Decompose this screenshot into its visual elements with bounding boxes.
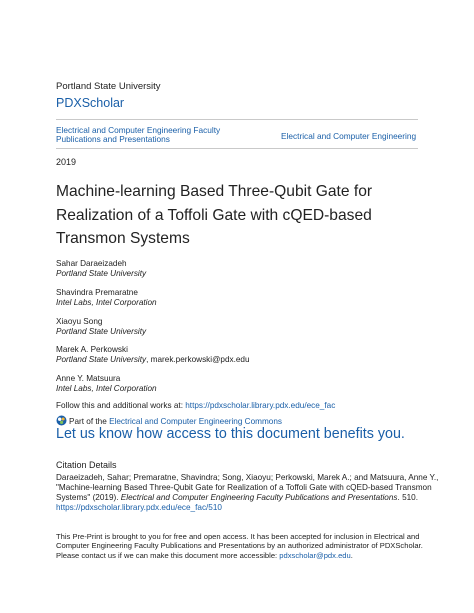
citation-line-3-suffix: . 510. — [397, 493, 419, 502]
author-block — [56, 288, 157, 308]
citation-journal: Electrical and Computer Engineering Faculty Publications and Presentations — [120, 493, 398, 502]
follow-prefix: Follow this and additional works at: — [56, 401, 186, 410]
citation-line-2: "Machine-learning Based Three-Qubit Gate for Realization of a Toffoli Gate with cQED-based Transmon — [56, 483, 432, 492]
access-line-3-prefix: Please contact us if we can make this document more accessible: — [56, 550, 280, 560]
collection-line-1: Electrical and Computer Engineering Faculty — [56, 125, 221, 135]
divider-top — [56, 119, 418, 120]
author-affiliation-line — [56, 355, 250, 365]
author-name: Sahar Daraeizadeh — [56, 259, 127, 268]
access-line-3-suffix: . — [350, 550, 353, 560]
follow-line — [56, 401, 335, 411]
author-affiliation: Intel Labs, Intel Corporation — [56, 384, 157, 393]
title-line-1: Machine-learning Based Three-Qubit Gate for — [56, 183, 373, 200]
title-line-2: Realization of a Toffoli Gate with cQED-based — [56, 206, 372, 224]
collection-line-2: Publications and Presentations — [56, 134, 170, 144]
publication-year: 2019 — [56, 157, 77, 167]
author-block — [56, 317, 146, 337]
collection-link[interactable] — [56, 126, 220, 144]
access-line-1: This Pre-Print is brought to you for free and open access. It has been accepted for inclusion in Electrical and — [56, 532, 420, 541]
document-title — [56, 180, 372, 251]
citation-line-3 — [56, 493, 438, 503]
title-line-3: Transmon Systems — [56, 230, 190, 247]
author-block — [56, 259, 146, 279]
author-block — [56, 374, 157, 394]
author-affiliation: Portland State University — [56, 355, 147, 364]
commons-link[interactable]: Electrical and Computer Engineering Commons — [109, 417, 282, 426]
author-name: Xiaoyu Song — [56, 317, 103, 326]
contact-email-link[interactable]: pdxscholar@pdx.edu — [279, 550, 351, 560]
author-name: Shavindra Premaratne — [56, 288, 138, 297]
citation-line-3-prefix: Systems" (2019). — [56, 493, 121, 502]
feedback-link[interactable]: Let us know how access to this document benefits you. — [56, 426, 405, 442]
citation-text — [56, 473, 438, 513]
institution-name: Portland State University — [56, 81, 161, 92]
access-line-2: Computer Engineering Faculty Publications and Presentations by an authorized administrator of PDXScholar. — [56, 541, 423, 551]
divider-bottom — [56, 148, 418, 149]
department-link[interactable]: Electrical and Computer Engineering — [281, 131, 417, 141]
access-statement — [56, 532, 423, 560]
follow-url-link[interactable]: https://pdxscholar.library.pdx.edu/ece_fac — [185, 401, 336, 410]
citation-url-link[interactable]: https://pdxscholar.library.pdx.edu/ece_fac/510 — [56, 503, 222, 512]
citation-heading: Citation Details — [56, 460, 117, 470]
citation-line-1: Daraeizadeh, Sahar; Premaratne, Shavindra; Song, Xiaoyu; Perkowski, Marek A.; and Matsuura, Anne Y., — [56, 473, 439, 482]
author-block — [56, 345, 250, 365]
author-affiliation: Portland State University — [56, 327, 147, 336]
part-of-prefix: Part of the — [69, 417, 110, 426]
author-affiliation: Intel Labs, Intel Corporation — [56, 298, 157, 307]
author-name: Anne Y. Matsuura — [56, 374, 121, 383]
author-name: Marek A. Perkowski — [56, 345, 128, 354]
author-email[interactable]: , marek.perkowski@pdx.edu — [146, 355, 250, 364]
access-line-3 — [56, 551, 423, 560]
repository-link[interactable]: PDXScholar — [56, 96, 125, 110]
author-affiliation: Portland State University — [56, 269, 147, 278]
